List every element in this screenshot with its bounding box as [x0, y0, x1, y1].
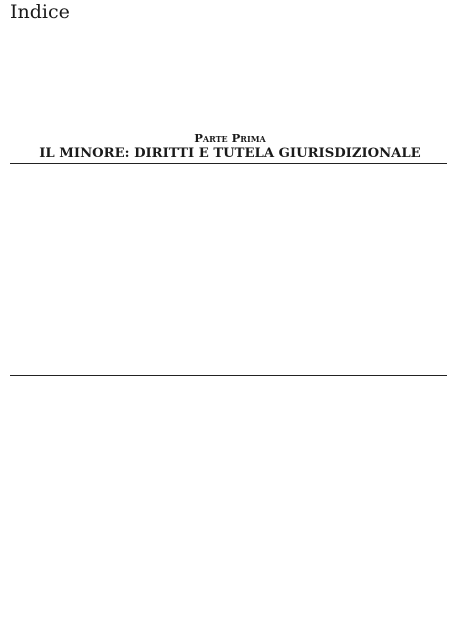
divider	[10, 163, 447, 164]
divider	[10, 375, 447, 376]
part-label: Parte Prima	[194, 131, 266, 145]
part-heading: IL MINORE: DIRITTI E TUTELA GIURISDIZIONALE	[39, 146, 421, 161]
page-title: Indice	[10, 1, 70, 23]
